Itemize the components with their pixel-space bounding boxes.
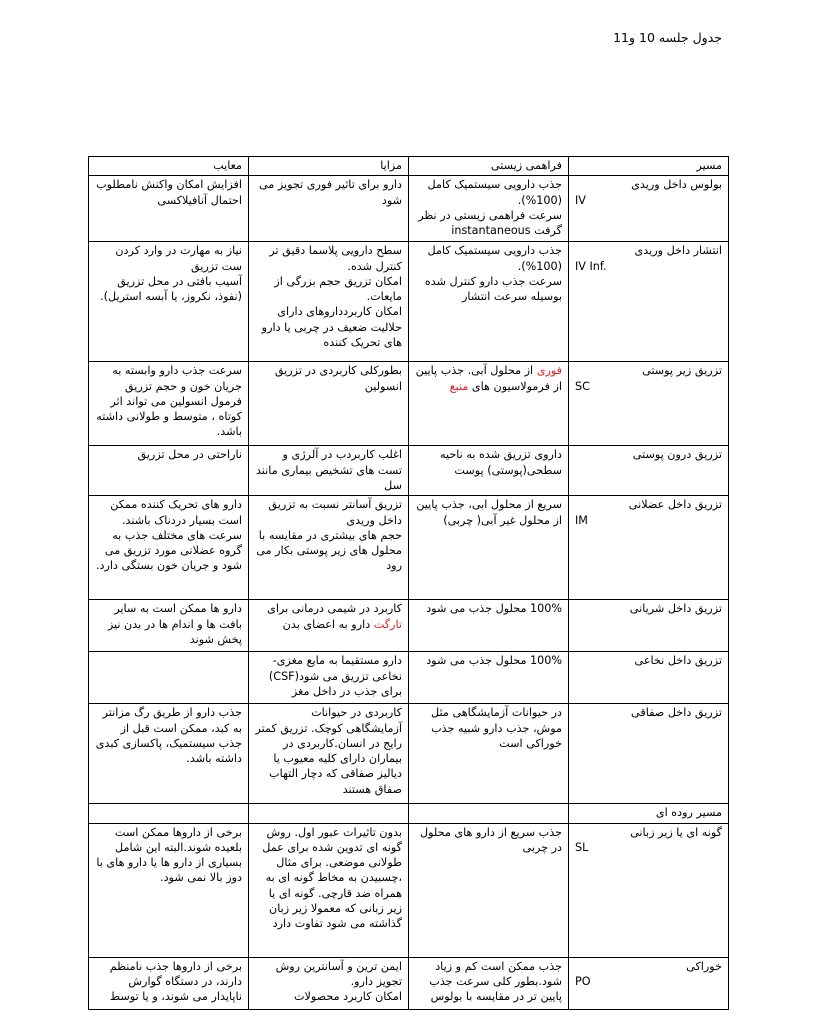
bioavailability-text: سریع از محلول ابی، جذب پایین از محلول غیر آبی( چربی) [416, 498, 562, 527]
bioavailability-fragment: از محلول آبی. جذب پایین از فرمولاسیون های [415, 364, 562, 393]
disadvantages-cell [89, 362, 249, 446]
disadvantages-text: دارو های تحریک کننده ممکن است بسیار دردناک باشند. [110, 498, 242, 527]
advantages-text: بدون تاثیرات عبور اول. روش گونه ای تدوین شده برای عمل طولانی موضعی. برای مثال ،چسبیدن به مخاط گونه ای به همراه ضد قارچی. گونه ای یا زیر زبانی که معمولا زیر زبان گذاشته می شود تفاوت دارد [262, 825, 402, 931]
advantages-cell [249, 176, 409, 242]
disadvantages-cell [89, 823, 249, 957]
disadvantages-text: افزایش امکان واکنش نامطلوب احتمال آنافیلاکسی [96, 178, 242, 207]
disadvantages-cell [89, 704, 249, 804]
route-cell [569, 496, 729, 600]
empty-cell [89, 804, 249, 823]
route-cell [569, 652, 729, 704]
bioavailability-cell [409, 176, 569, 242]
disadvantages-text: آسیب بافتی در محل تزریق (نفوذ، نکروز، یا آبسه استریل). [100, 274, 242, 304]
route-abbreviation: IV [575, 193, 586, 207]
table-row [89, 362, 729, 446]
bioavailability-cell [409, 823, 569, 957]
advantages-text: بطورکلی کاربردی در تزریق انسولین [274, 364, 402, 393]
routes-table [88, 156, 729, 1010]
table-row [89, 446, 729, 496]
route-cell [569, 823, 729, 957]
table-row [89, 704, 729, 804]
bioavailability-fragment: منبع [449, 379, 469, 393]
route-cell [569, 362, 729, 446]
bioavailability-text: داروی تزریق شده به ناحیه سطحی(پوستی) پوست [439, 448, 562, 477]
route-abbreviation: PO [575, 974, 591, 988]
advantages-text: امکان کاربرددارو‌های دارای حلالیت ضعیف در چربی یا دارو های تحریک کننده [261, 305, 402, 350]
route-abbreviation: IV Inf. [575, 259, 607, 273]
disadvantages-text: نیاز به مهارت در وارد کردن ست تزریق [115, 244, 242, 273]
bioavailability-cell [409, 600, 569, 652]
route-name: تزریق داخل شریانی [629, 602, 722, 616]
route-name: تزریق درون پوستی [632, 448, 722, 462]
column-header-bioavailability: فراهمی زیستی [409, 157, 569, 176]
bioavailability-text [415, 363, 562, 394]
bioavailability-cell [409, 362, 569, 446]
advantages-fragment: دارو به اعضای بدن [282, 617, 374, 631]
route-cell [569, 957, 729, 1009]
table-row [89, 600, 729, 652]
disadvantages-text: برخی از داروها ممکن است بلعیده شوند.البته این شامل بسیاری از دارو ها یا دارو های با دوز بالا نمی شود. [96, 825, 242, 885]
column-header-route: مسیر [569, 157, 729, 176]
bioavailability-text: جذب دارویی سیستمیک کامل (100%). [427, 178, 562, 207]
advantages-text: ایمن ترین و آسانترین روش تجویز دارو. [275, 959, 402, 988]
table-row [89, 242, 729, 362]
disadvantages-cell [89, 600, 249, 652]
advantages-text: تزریق آسانتر نسبت به تزریق داخل وریدی [268, 498, 402, 527]
column-header-disadvantages: معایب [89, 157, 249, 176]
section-label: مسیر روده ای [655, 806, 722, 820]
advantages-cell [249, 242, 409, 362]
disadvantages-cell [89, 176, 249, 242]
advantages-text: دارو برای تاثیر فوری تجویز می شود [258, 178, 402, 207]
bioavailability-text: سرعت فراهمی زیستی در نظر گرفت instantaneous [418, 208, 562, 238]
advantages-text: حجم های بیشتری در مقایسه با محلول های زیر پوستی بکار می رود [256, 528, 402, 573]
route-cell [569, 176, 729, 242]
routes-table-body [89, 157, 729, 1010]
advantages-fragment: تارگت [373, 617, 402, 631]
bioavailability-cell [409, 446, 569, 496]
bioavailability-text: 100% محلول جذب می شود [426, 602, 562, 616]
disadvantages-cell [89, 652, 249, 704]
route-name: انتشار داخل وریدی [634, 244, 722, 258]
bioavailability-text: جذب سریع از دارو های محلول در چربی [419, 825, 562, 854]
advantages-cell [249, 823, 409, 957]
section-cell [569, 804, 729, 823]
table-row [89, 176, 729, 242]
advantages-fragment: کاربرد در شیمی درمانی برای [267, 602, 402, 616]
advantages-text: اغلب کاربردب در آلرژی و تست های تشخیص بیماری مانند سل [255, 448, 402, 492]
bioavailability-text: 100% محلول جذب می شود [426, 654, 562, 668]
disadvantages-text: برخی از داروها جذب نامنظم دارند، در دستگاه گوارش ناپایدار می شوند، و یا توسط [109, 959, 242, 1004]
column-header-advantages: مزایا [249, 157, 409, 176]
bioavailability-cell [409, 652, 569, 704]
bioavailability-text: جذب ممکن است کم و زیاد شود.بطور کلی سرعت جذب پایین تر در مقایسه با بولوس [429, 959, 562, 1004]
bioavailability-cell [409, 242, 569, 362]
disadvantages-text: سرعت های مختلف جذب به گروه عضلانی مورد تزریق می شود و جریان خون بستگی دارد. [95, 528, 242, 573]
empty-cell [249, 804, 409, 823]
disadvantages-cell [89, 957, 249, 1009]
section-row [89, 804, 729, 823]
bioavailability-text: جذب دارویی سیستمیک کامل (100%). [427, 244, 562, 273]
bioavailability-fragment: فوری [536, 364, 562, 378]
route-name: خوراکی [686, 959, 722, 973]
route-name: تزریق داخل صفاقی [631, 706, 722, 720]
route-abbreviation: IM [575, 513, 588, 527]
disadvantages-text: سرعت جذب دارو وابسته به جریان خون و حجم تزریق فرمول انسولین می تواند اثر کوتاه ، متوسط و طولانی داشته باشد. [96, 364, 242, 439]
advantages-text: سطح دارویی پلاسما دقیق تر کنترل شده. [269, 244, 402, 273]
bioavailability-cell [409, 704, 569, 804]
advantages-cell [249, 704, 409, 804]
bioavailability-cell [409, 496, 569, 600]
empty-cell [409, 804, 569, 823]
advantages-text: دارو مستقیما به مایع مغزی-نخاعی تزریق می شود(CSF) برای جذب در داخل مغز [268, 654, 402, 698]
route-cell [569, 600, 729, 652]
table-row [89, 652, 729, 704]
table-row [89, 957, 729, 1009]
bioavailability-cell [409, 957, 569, 1009]
disadvantages-cell [89, 242, 249, 362]
table-row [89, 496, 729, 600]
route-name: تزریق داخل نخاعی [634, 654, 722, 668]
advantages-cell [249, 496, 409, 600]
route-abbreviation: SC [575, 379, 590, 393]
route-abbreviation: SL [575, 840, 589, 854]
disadvantages-cell [89, 496, 249, 600]
disadvantages-text: ناراحتی در محل تزریق [137, 448, 242, 462]
advantages-cell [249, 957, 409, 1009]
disadvantages-text: دارو ها ممکن است به سایر بافت ها و اندام ها در بدن نیز پخش شوند [107, 602, 242, 646]
table-header-row [89, 157, 729, 176]
page-title: جدول جلسه 10 و11 [613, 30, 722, 45]
advantages-cell [249, 446, 409, 496]
route-name: گونه ای یا زیر زبانی [630, 825, 722, 839]
route-name: بولوس داخل وریدی [631, 178, 722, 192]
route-cell [569, 704, 729, 804]
route-cell [569, 446, 729, 496]
advantages-text: امکان تزریق حجم بزرگی از مایعات. [274, 274, 402, 304]
disadvantages-cell [89, 446, 249, 496]
route-name: تزریق زیر پوستی [642, 364, 722, 378]
route-cell [569, 242, 729, 362]
advantages-cell [249, 600, 409, 652]
advantages-text [255, 601, 402, 632]
advantages-cell [249, 362, 409, 446]
table-row [89, 823, 729, 957]
advantages-cell [249, 652, 409, 704]
advantages-text: امکان کاربرد محصولات [293, 990, 402, 1004]
route-name: تزریق داخل عضلانی [628, 498, 722, 512]
disadvantages-text: جذب دارو از طریق رگ مزانتر به کبد، ممکن است قبل از جذب سیستمیک، پاکسازی کبدی داشته باشد. [95, 706, 242, 766]
bioavailability-text: سرعت جذب دارو کنترل شده بوسیله سرعت انتشار [424, 274, 562, 304]
bioavailability-text: در حیوانات آزمایشگاهی مثل موش، جذب دارو شبیه جذب خوراکی است [431, 706, 562, 750]
advantages-text: کاربردی در حیوانات آزمایشگاهی کوچک. تزریق کمتر رایج در انسان.کاربردی در بیماران دارای کلیه معیوب یا دیالیز صفاقی که دچار التهاب صفاق هستند [255, 706, 402, 796]
